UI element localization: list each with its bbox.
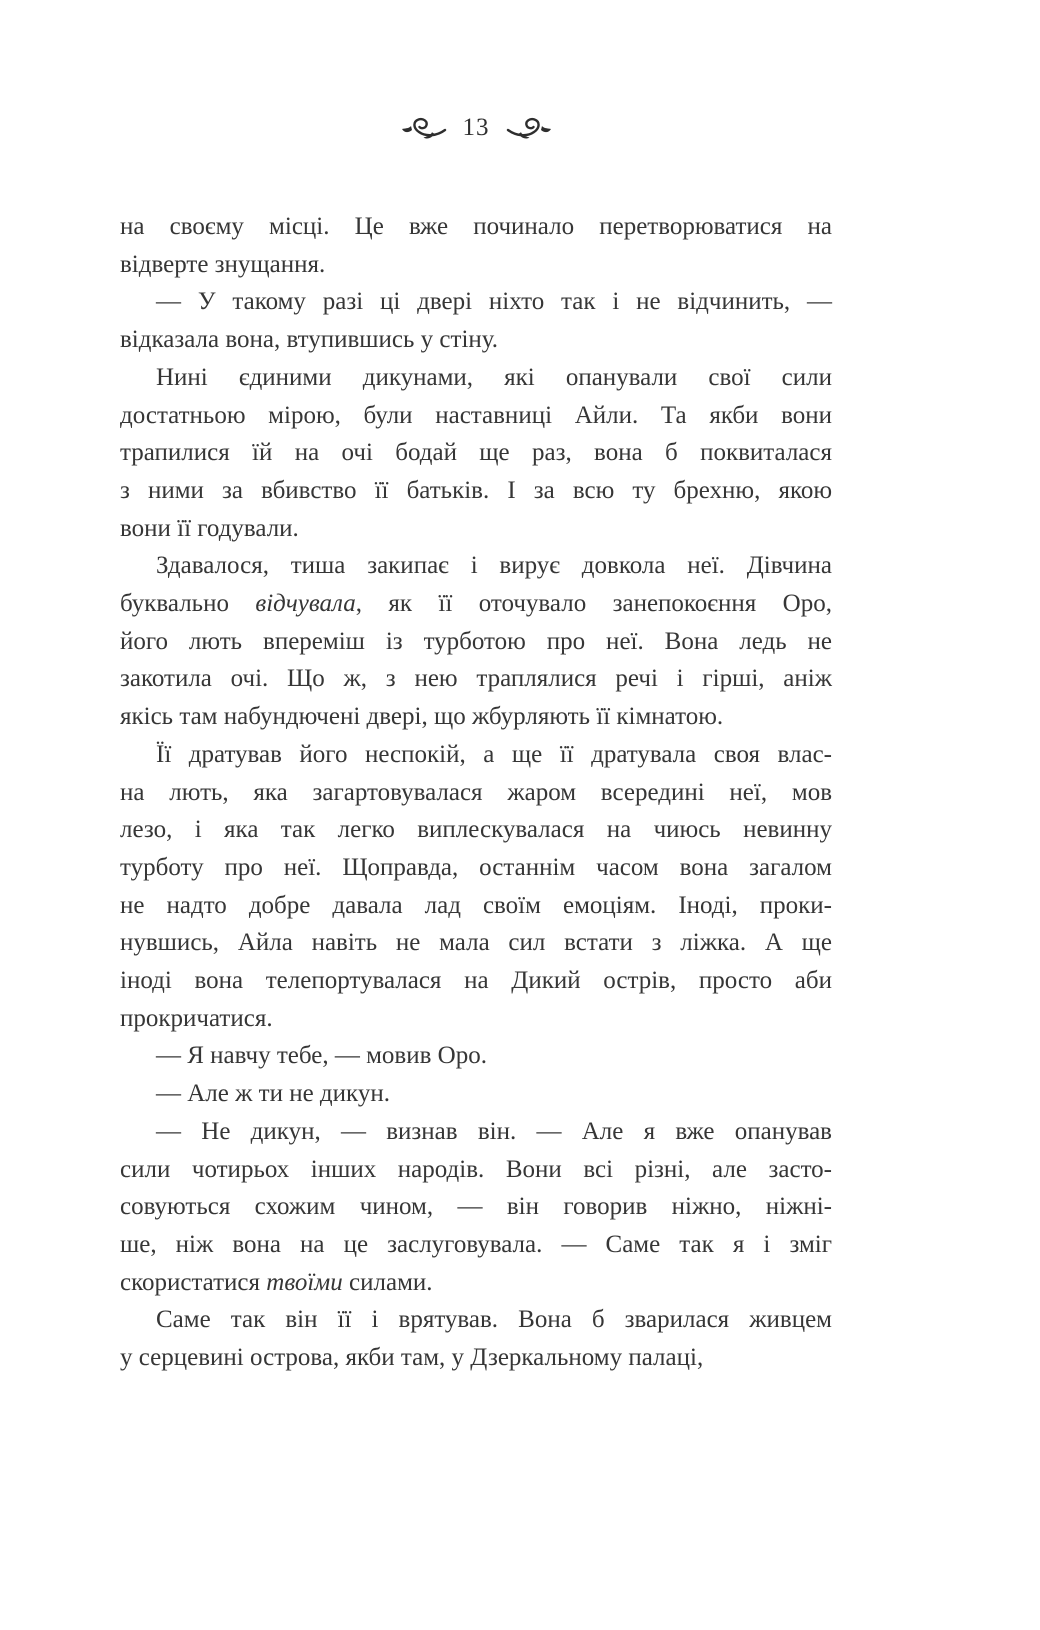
text-line (120, 811, 832, 849)
text-segment: совуються схожим чином, — він говорив ніжно, ніжні- (120, 1193, 832, 1221)
text-line (120, 585, 832, 623)
text-line (120, 246, 832, 284)
text-segment: Саме так він її і врятував. Вона б зварилася живцем (156, 1306, 832, 1334)
paragraph (120, 1113, 832, 1302)
text-line (120, 321, 832, 359)
text-line (120, 359, 832, 397)
text-segment: на лють, яка загартовувалася жаром всередині неї, мов (120, 778, 832, 806)
italic-text: твоїми (266, 1268, 343, 1296)
text-line (120, 1301, 832, 1339)
paragraph (120, 208, 832, 283)
text-segment: нувшись, Айла навіть не мала сил встати з ліжка. А ще (120, 929, 832, 957)
text-segment: скористатися (120, 1268, 267, 1296)
text-segment: відказала вона, втупившись у стіну. (120, 326, 499, 354)
text-line (120, 283, 832, 321)
text-line (120, 1264, 832, 1302)
text-segment: — Але ж ти не дикун. (156, 1080, 390, 1108)
text-segment: закотила очі. Що ж, з нею траплялися речі і гірші, аніж (120, 665, 832, 693)
text-segment: Нині єдиними дикунами, які опанували свої сили (156, 363, 832, 391)
text-line (120, 623, 832, 661)
flourish-left-icon (401, 115, 447, 141)
text-segment: відверте знущання. (120, 250, 326, 278)
text-line (120, 736, 832, 774)
italic-text: відчувала (255, 590, 356, 618)
text-segment: на своєму місці. Це вже починало перетворюватися на (120, 213, 832, 240)
text-line (120, 1000, 832, 1038)
text-line (120, 774, 832, 812)
text-line (120, 1151, 832, 1189)
text-line (120, 1113, 832, 1151)
page-header (120, 112, 832, 144)
text-segment: — Не дикун, — визнав він. — Але я вже опанував (156, 1117, 832, 1145)
paragraph (120, 1037, 832, 1075)
text-segment: турботу про неї. Щоправда, останнім часом вона загалом (120, 853, 832, 881)
flourish-right-icon (506, 115, 552, 141)
paragraph (120, 283, 832, 358)
text-line (120, 547, 832, 585)
text-segment: Її дратував його неспокій, а ще її дратувала своя влас- (156, 740, 832, 768)
page-number: 13 (462, 113, 490, 141)
text-line (120, 660, 832, 698)
text-segment: — Я навчу тебе, — мовив Оро. (156, 1042, 487, 1070)
text-segment: ше, ніж вона на це заслуговувала. — Саме так я і зміг (120, 1230, 832, 1258)
text-line (120, 1075, 832, 1113)
text-line (120, 472, 832, 510)
text-line (120, 1339, 832, 1377)
text-line (120, 849, 832, 887)
text-segment: якісь там набундючені двері, що жбурляють її кімнатою. (120, 703, 724, 731)
paragraph (120, 1075, 832, 1113)
text-segment: його лють впереміш із турботою про неї. Вона ледь не (120, 627, 832, 655)
paragraph (120, 736, 832, 1038)
text-line (120, 208, 832, 246)
text-line (120, 1226, 832, 1264)
page-text (120, 208, 832, 1377)
text-line (120, 698, 832, 736)
text-segment: вони її годували. (120, 514, 299, 542)
text-line (120, 1188, 832, 1226)
text-segment: лезо, і яка так легко виплескувалася на чиюсь невинну (120, 816, 832, 844)
text-segment: сили чотирьох інших народів. Вони всі різні, але засто- (120, 1155, 832, 1183)
text-line (120, 510, 832, 548)
paragraph (120, 359, 832, 548)
text-segment: прокричатися. (120, 1004, 273, 1032)
text-segment: не надто добре давала лад своїм емоціям. Іноді, проки- (120, 891, 832, 919)
text-line (120, 1037, 832, 1075)
text-line (120, 434, 832, 472)
text-line (120, 962, 832, 1000)
text-segment: трапилися їй на очі бодай ще раз, вона б поквиталася (120, 439, 832, 467)
text-line (120, 397, 832, 435)
text-segment: з ними за вбивство її батьків. І за всю ту брехню, якою (120, 476, 832, 504)
text-segment: , як її оточувало занепокоєння Оро, (355, 590, 832, 618)
text-line (120, 924, 832, 962)
text-line (120, 887, 832, 925)
text-segment: — У такому разі ці двері ніхто так і не відчинить, — (156, 288, 832, 316)
text-segment: буквально (120, 590, 256, 618)
text-segment: силами. (342, 1268, 433, 1296)
text-segment: у серцевині острова, якби там, у Дзеркальному палаці, (120, 1344, 704, 1372)
paragraph (120, 547, 832, 736)
text-segment: Здавалося, тиша закипає і вирує довкола неї. Дівчина (156, 552, 832, 580)
text-segment: іноді вона телепортувалася на Дикий острів, просто аби (120, 967, 832, 995)
text-segment: достатньою мірою, були наставниці Айли. Та якби вони (120, 401, 832, 429)
paragraph (120, 1301, 832, 1376)
